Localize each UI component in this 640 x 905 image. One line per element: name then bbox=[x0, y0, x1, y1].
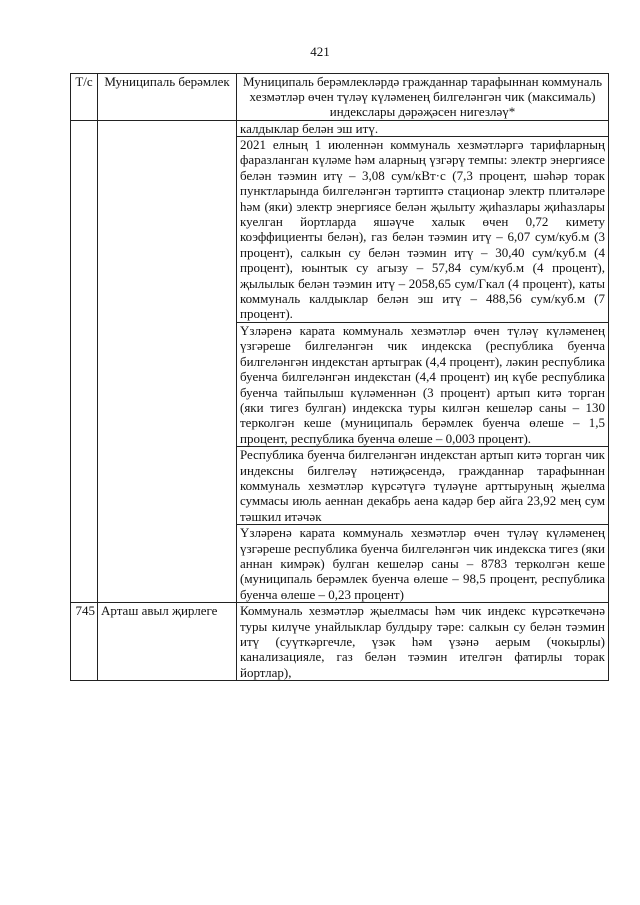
municipal-index-table bbox=[70, 73, 609, 681]
table-row bbox=[71, 603, 609, 681]
paragraph: 2021 елның 1 июленнән коммуналь хезмәтләргә тарифларның фаразланган күләме һәм аларның үзгәрү темпы: электр энергиясе белән тәэмин итү – 3,08 сум/кВт·с (7,3 процент, шәһәр торак пунктларында билгеләнгән тәртиптә стационар электр плитәләре һәм (яки) электр энергиясе белән җылыту җиһазлары җиһазлары куелган йортларда яшәүче халык өчен 0,72 кимету коэффициенты белән), газ белән тәэмин итү – 6,07 сум/куб.м (3 процент), салкын су белән тәэмин итү – 30,40 сум/куб.м (4 процент), юынтык су агызу – 57,84 сум/куб.м (4 процент), җылылык белән тәэмин итү – 2058,65 сум/Гкал (4 процент), каты коммуналь калдыклар белән эш итү – 488,56 сум/куб.м (7 процент). bbox=[237, 136, 608, 322]
row-municipality bbox=[98, 120, 237, 603]
paragraph: Республика буенча билгеләнгән индекстан артып китә торган чик индексны билгеләү нәтиҗәсендә, гражданнар тарафыннан коммуналь хезмәтләр күрсәтүгә түләүне арттыруның җыелма суммасы июль аеннан декабрь аена кадәр бер айга 23,92 мең сум тәшкил итәчәк bbox=[237, 446, 608, 524]
header-justification: Муниципаль берәмлекләрдә гражданнар тарафыннан коммуналь хезмәтләр өчен түләү күләменең билгеләнгән чик (максималь) индекслары дәрәҗәсен нигезләү* bbox=[237, 74, 609, 121]
row-justification bbox=[237, 603, 609, 681]
header-number: Т/с bbox=[71, 74, 98, 121]
row-municipality: Арташ авыл җирлеге bbox=[98, 603, 237, 681]
page-number: 421 bbox=[310, 44, 330, 59]
row-justification bbox=[237, 120, 609, 603]
paragraph: Үзләренә карата коммуналь хезмәтләр өчен түләү күләменең үзгәреше билгеләнгән чик индекска (республика буенча билгеләнгән индекстан артыграк (4,4 процент), ләкин республика буенча билгеләнгән индекстан (4,4 процент) иң күбе республика буенча тайпылыш күләменнән (3 процент) артып китә торган (яки тигез булган) индекска туры килгән кешеләр саны – 130 терколгән кеше (муниципаль берәмлек буенча өлеше – 1,5 процент, республика буенча өлеше – 0,003 процент). bbox=[237, 322, 608, 446]
row-number: 745 bbox=[71, 603, 98, 681]
table-header-row bbox=[71, 74, 609, 121]
paragraph: Үзләренә карата коммуналь хезмәтләр өчен түләү күләменең үзгәреше республика буенча билгеләнгән чик индекска тигез (яки аннан кимрәк) булган кешеләр саны – 8783 терколгән кеше (муниципаль берәмлек буенча өлеше – 98,5 процент, республика буенча өлеше – 0,23 процент) bbox=[237, 524, 608, 602]
paragraph: Коммуналь хезмәтләр җыелмасы һәм чик индекс күрсәткечәнә туры килүче унайлыклар булдыру тәре: салкын су белән тәэмин итү (суүткәргечле, үзәк һәм үзәнә аерым (чокырлы) канализацияле, газ белән тәэмин ителгән фатирлы торак йортлар), bbox=[240, 603, 605, 680]
table-row bbox=[71, 120, 609, 603]
paragraph: калдыклар белән эш итү. bbox=[240, 120, 379, 136]
row-number bbox=[71, 120, 98, 603]
header-municipality: Муниципаль берәмлек bbox=[98, 74, 237, 121]
